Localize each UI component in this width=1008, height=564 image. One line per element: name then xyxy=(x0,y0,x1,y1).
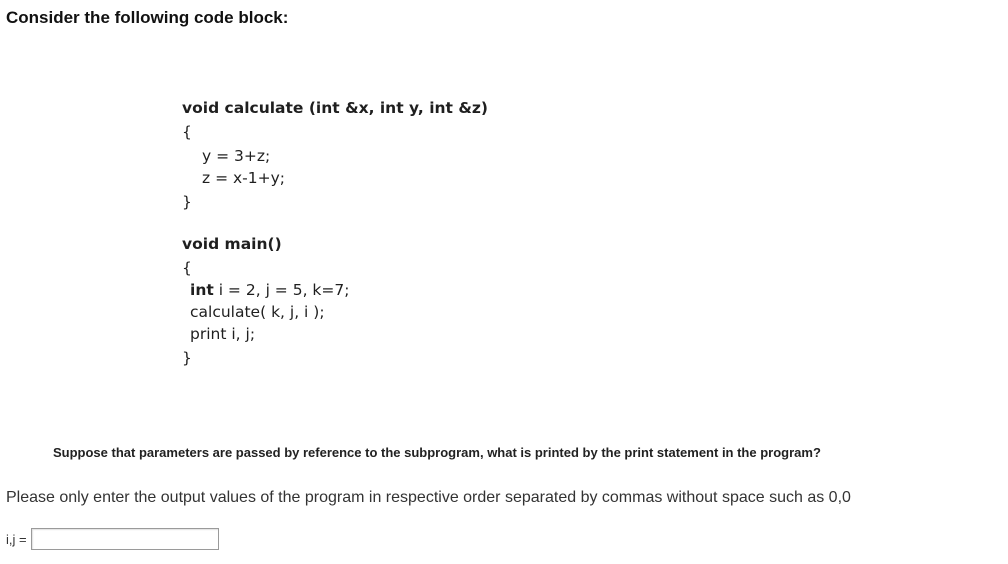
main-close-brace: } xyxy=(182,349,192,367)
main-print: print i, j; xyxy=(190,325,256,343)
answer-label: i,j = xyxy=(6,531,27,547)
main-declaration xyxy=(190,280,349,300)
main-open-brace: { xyxy=(182,259,192,277)
calculate-close-brace: } xyxy=(182,193,192,211)
calculate-line-z: z = x-1+y; xyxy=(202,169,285,187)
answer-input[interactable] xyxy=(31,528,219,550)
main-signature: void main() xyxy=(182,235,282,253)
instruction-text: Please only enter the output values of the program in respective order separated by commas without space such as 0,0 xyxy=(6,489,851,506)
main-call: calculate( k, j, i ); xyxy=(190,303,325,321)
int-keyword: int xyxy=(190,281,214,299)
main-declaration-rest: i = 2, j = 5, k=7; xyxy=(218,281,350,299)
question-text: Suppose that parameters are passed by reference to the subprogram, what is printed by the print statement in the program? xyxy=(53,445,821,460)
calculate-signature: void calculate (int &x, int y, int &z) xyxy=(182,99,488,117)
calculate-line-y: y = 3+z; xyxy=(202,147,271,165)
page-heading: Consider the following code block: xyxy=(6,8,289,27)
calculate-open-brace: { xyxy=(182,123,192,141)
answer-row xyxy=(6,527,219,551)
